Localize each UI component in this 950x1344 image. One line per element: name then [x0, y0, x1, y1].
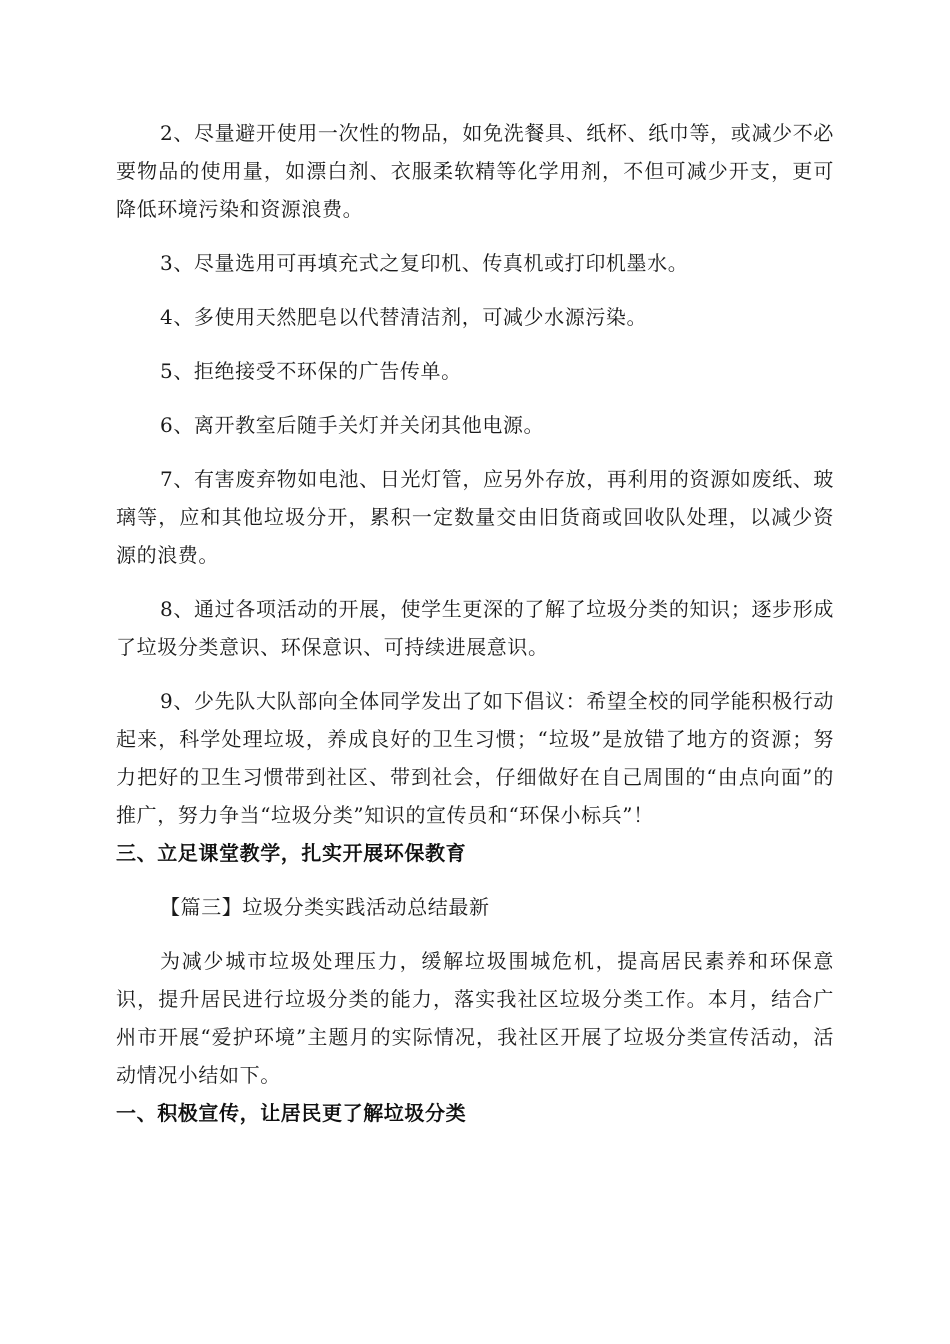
paragraph-item-6: 6、离开教室后随手关灯并关闭其他电源。 [160, 413, 545, 437]
document-body [116, 114, 834, 1132]
paragraph-item-5: 5、拒绝接受不环保的广告传单。 [160, 359, 462, 383]
paragraph-item-8: 8、通过各项活动的开展，使学生更深的了解了垃圾分类的知识；逐步形成了垃圾分类意识、环保意识、可持续进展意识。 [116, 597, 834, 659]
paragraph-item-7: 7、有害废弃物如电池、日光灯管，应另外存放，再利用的资源如废纸、玻璃等，应和其他垃圾分开，累积一定数量交由旧货商或回收队处理，以减少资源的浪费。 [116, 467, 834, 567]
section-heading-3: 三、立足课堂教学，扎实开展环保教育 [116, 841, 467, 865]
paragraph-item-4: 4、多使用天然肥皂以代替清洁剂，可减少水源污染。 [160, 305, 648, 329]
article-title: 【篇三】垃圾分类实践活动总结最新 [160, 895, 490, 919]
paragraph-item-2: 2、尽量避开使用一次性的物品，如免洗餐具、纸杯、纸巾等，或减少不必要物品的使用量，如漂白剂、衣服柔软精等化学用剂，不但可减少开支，更可降低环境污染和资源浪费。 [116, 121, 834, 221]
intro-paragraph: 为减少城市垃圾处理压力，缓解垃圾围城危机，提高居民素养和环保意识，提升居民进行垃圾分类的能力，落实我社区垃圾分类工作。本月，结合广州市开展“爱护环境”主题月的实际情况，我社区开展了垃圾分类宣传活动，活动情况小结如下。 [116, 949, 834, 1087]
paragraph-item-3: 3、尽量选用可再填充式之复印机、传真机或打印机墨水。 [160, 251, 689, 275]
section-heading-1: 一、积极宣传，让居民更了解垃圾分类 [116, 1101, 467, 1125]
paragraph-item-9: 9、少先队大队部向全体同学发出了如下倡议：希望全校的同学能积极行动起来，科学处理垃圾，养成良好的卫生习惯；“垃圾”是放错了地方的资源；努力把好的卫生习惯带到社区、带到社会，仔细做好在自己周围的“由点向面”的推广，努力争当“垃圾分类”知识的宣传员和“环保小标兵”！ [116, 689, 834, 827]
